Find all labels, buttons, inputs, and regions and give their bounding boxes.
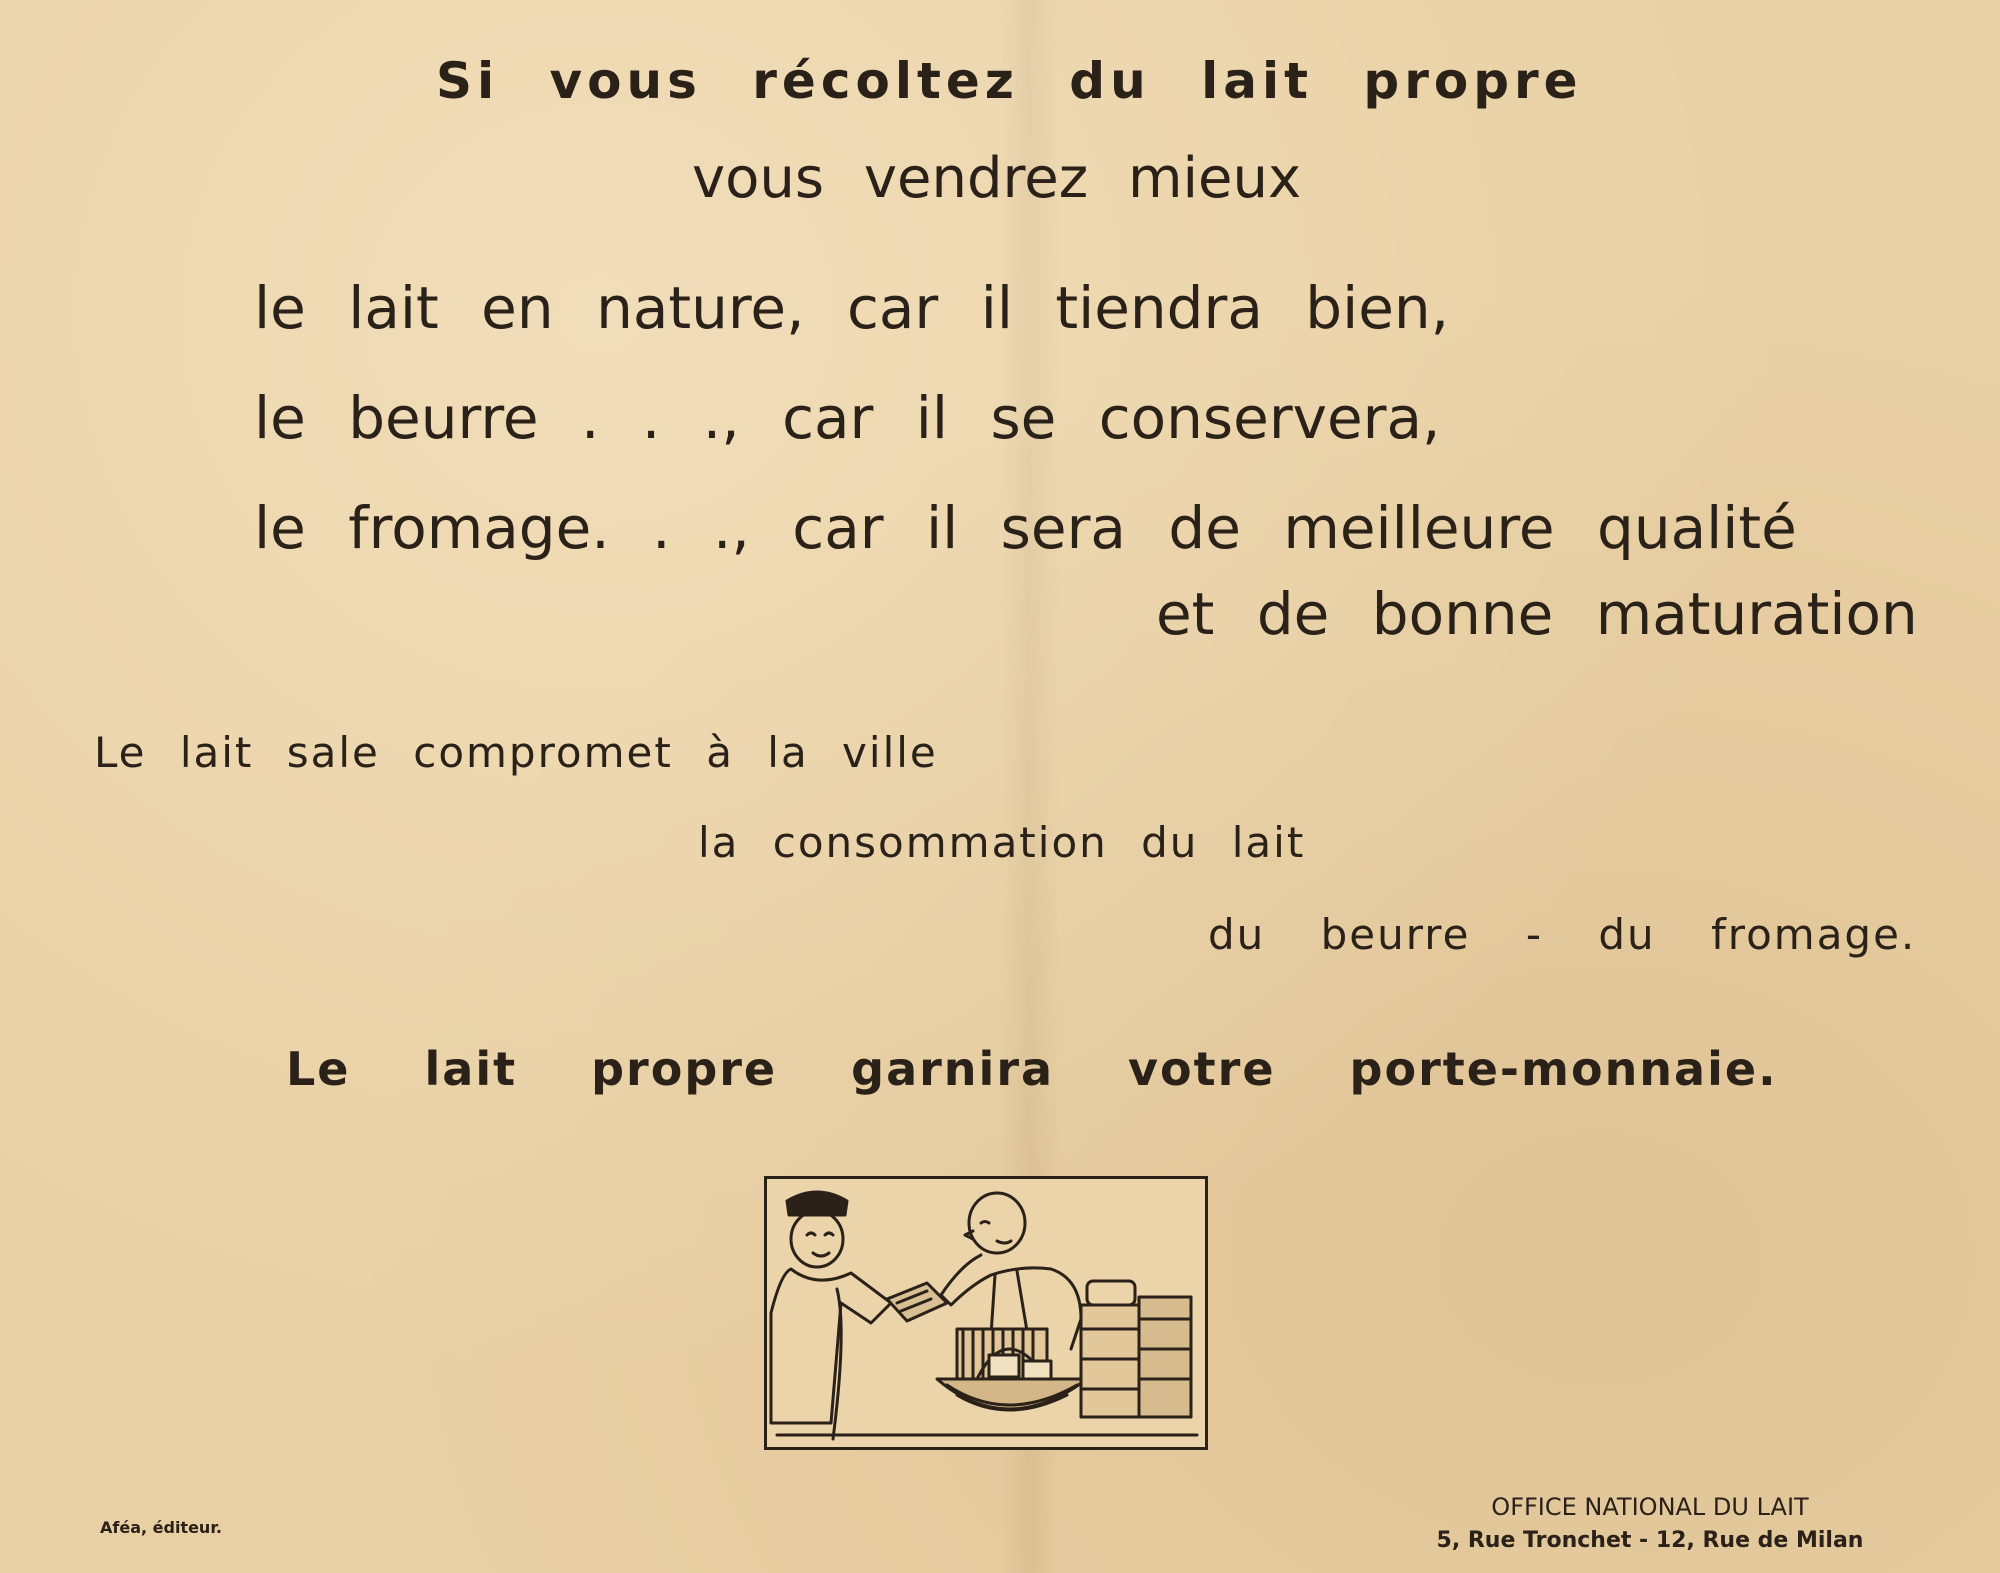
reason-butter: le beurre . . ., car il se conservera, [254,384,1441,452]
reason-cheese-continued: et de bonne maturation [1156,580,1918,648]
slogan: Le lait propre garnira votre porte-monnaie. [286,1042,1778,1096]
office-address: 5, Rue Tronchet - 12, Rue de Milan [1436,1528,1864,1553]
warning-line-3: du beurre - du fromage. [1208,910,1917,959]
warning-line-2: la consommation du lait [698,818,1306,867]
headline: Si vous récoltez du lait propre [436,52,1583,110]
reason-cheese: le fromage. . ., car il sera de meilleure qualité [254,494,1797,562]
reason-milk: le lait en nature, car il tiendra bien, [254,274,1450,342]
publisher-credit: Aféa, éditeur. [100,1518,223,1537]
office-block [1420,1490,1880,1558]
warning-line-1: Le lait sale compromet à la ville [94,728,938,777]
milk-market-scene-illustration [764,1176,1208,1450]
subheadline: vous vendrez mieux [692,146,1302,211]
office-name: OFFICE NATIONAL DU LAIT [1491,1493,1809,1521]
